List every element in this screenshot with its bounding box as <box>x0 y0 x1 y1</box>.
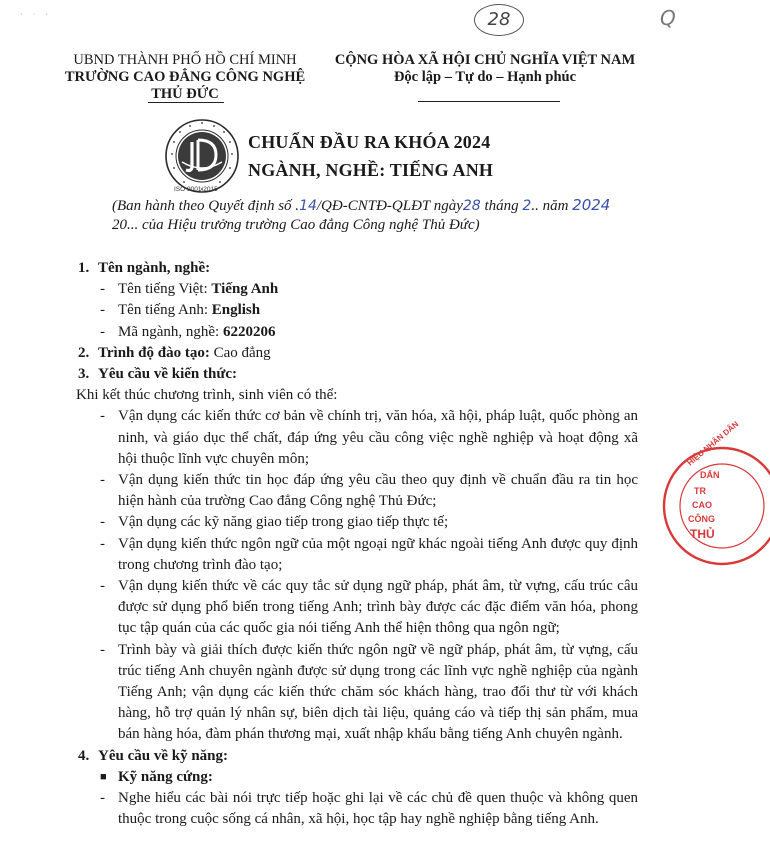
stamp-line-3: CAO <box>692 500 712 510</box>
issuance-year: 2024 <box>572 196 611 214</box>
section-3-intro: Khi kết thúc chương trình, sinh viên có thể: <box>76 387 338 404</box>
section-1-item: - Tên tiếng Anh: English <box>100 302 261 319</box>
corner-handwritten-mark: Q <box>660 6 676 30</box>
scan-dots: · · · <box>20 10 52 19</box>
section-2-heading: 2. Trình độ đào tạo: Cao đẳng <box>78 344 271 361</box>
section-1-item: - Tên tiếng Việt: Tiếng Anh <box>100 281 279 298</box>
issuance-text-4: .. năm <box>531 198 573 214</box>
section-1-heading: 1. Tên ngành, nghề: <box>78 260 211 276</box>
issuance-text-2: /QĐ-CNTĐ-QLĐT ngày <box>316 198 463 214</box>
title-line-2: NGÀNH, NGHỀ: TIẾNG ANH <box>248 160 494 180</box>
iso-label: ISO 9001:2015 <box>174 186 218 193</box>
issuance-note <box>112 196 672 235</box>
decision-number: 14 <box>299 198 317 214</box>
college-logo <box>164 118 240 194</box>
issuance-text-1: (Ban hành theo Quyết định số . <box>112 198 300 214</box>
issuer-line-3: THỦ ĐỨC <box>151 86 219 102</box>
section-4-heading: 4. Yêu cầu về kỹ năng: <box>78 747 229 764</box>
issuance-line-2: 20... của Hiệu trưởng trường Cao đẳng Công nghệ Thủ Đức) <box>112 217 480 233</box>
stamp-line-4: CÔNG <box>688 514 715 524</box>
issuance-month: 2 <box>522 198 532 214</box>
document-body <box>78 258 638 830</box>
national-title: CỘNG HÒA XÃ HỘI CHỦ NGHĨA VIỆT NAM <box>334 52 636 68</box>
section-3-item: - Trình bày và giải thích được kiến thức ngôn ngữ về ngữ pháp, phát âm, từ vựng, cấu trúc tiếng Anh chuyên ngành được sử dụng trong các lĩnh vực nghề nghiệp của ngành Tiếng Anh; vận dụng các kiến thức chăm sóc khách hàng, trao đổi thư từ với khách hàng, hỗ trợ quản lý nhân sự, biên dịch tài liệu, quảng cáo và tiếp thị sản phẩm, mua bán hàng hóa, đàm phán thương mại, xuất nhập khẩu bằng tiếng Anh chuyên ngành. <box>100 641 638 743</box>
issuer-line-1: UBND THÀNH PHỐ HỒ CHÍ MINH <box>73 52 297 68</box>
section-1-item: - Mã ngành, nghề: 6220206 <box>100 323 276 340</box>
title-line-1: CHUẨN ĐẦU RA KHÓA 2024 <box>248 132 491 152</box>
section-3-item: - Vận dụng các kiến thức cơ bản về chính trị, văn hóa, xã hội, pháp luật, quốc phòng an ninh, và giáo dục thể chất, đáp ứng yêu cầu công việc nghề nghiệp và hoạt động xã hội thuộc lĩnh vực chuyên môn; <box>100 408 638 467</box>
official-stamp <box>660 419 770 576</box>
doc-number-circle <box>474 4 524 36</box>
motto: Độc lập – Tự do – Hạnh phúc <box>393 69 577 85</box>
stamp-line-5: THỦ <box>690 527 715 541</box>
section-4-subheading: ■ Kỹ năng cứng: <box>78 767 638 788</box>
motto-underline <box>418 101 560 102</box>
doc-number: 28 <box>487 9 511 30</box>
section-3-item: - Vận dụng kiến thức tin học đáp ứng yêu cầu theo quy định về chuẩn đầu ra tin học hiện hành của trường Cao đẳng Công nghệ Thủ Đức; <box>100 472 638 510</box>
section-3-heading: 3. Yêu cầu về kiến thức: <box>78 366 237 383</box>
issuer-header <box>58 52 312 103</box>
issuer-line-2: TRƯỜNG CAO ĐẲNG CÔNG NGHỆ <box>64 69 306 85</box>
issuance-text-3: tháng <box>480 198 523 214</box>
stamp-ring-text: HIỆU NHÂN DÂN <box>685 419 741 468</box>
section-4-item: - Nghe hiểu các bài nói trực tiếp hoặc ghi lại về các chủ đề quen thuộc và không quen thuộc trong cuộc sống cá nhân, xã hội, học tập hay nghề nghiệp bằng tiếng Anh. <box>100 790 638 828</box>
section-3-item: - Vận dụng kiến thức về các quy tắc sử dụng ngữ pháp, phát âm, từ vựng, cấu trúc câu được sử dụng phổ biến trong tiếng Anh; trình bày được các đặc điểm văn hóa, phong tục tập quán của các quốc gia nói tiếng Anh thể hiện thông qua ngôn ngữ; <box>100 578 638 637</box>
section-3-item: - Vận dụng kiến thức ngôn ngữ của một ngoại ngữ khác ngoài tiếng Anh được quy định trong chương trình đào tạo; <box>100 535 638 573</box>
section-3-item: - Vận dụng các kỹ năng giao tiếp trong giao tiếp thực tế; <box>100 514 449 531</box>
stamp-line-1: DẤN <box>700 470 720 480</box>
national-motto <box>320 52 650 86</box>
issuer-underline <box>148 102 224 103</box>
square-bullet-icon: ■ <box>100 770 107 783</box>
document-title <box>248 128 493 184</box>
stamp-line-2: TR <box>694 486 706 496</box>
issuance-day: 28 <box>462 198 481 214</box>
